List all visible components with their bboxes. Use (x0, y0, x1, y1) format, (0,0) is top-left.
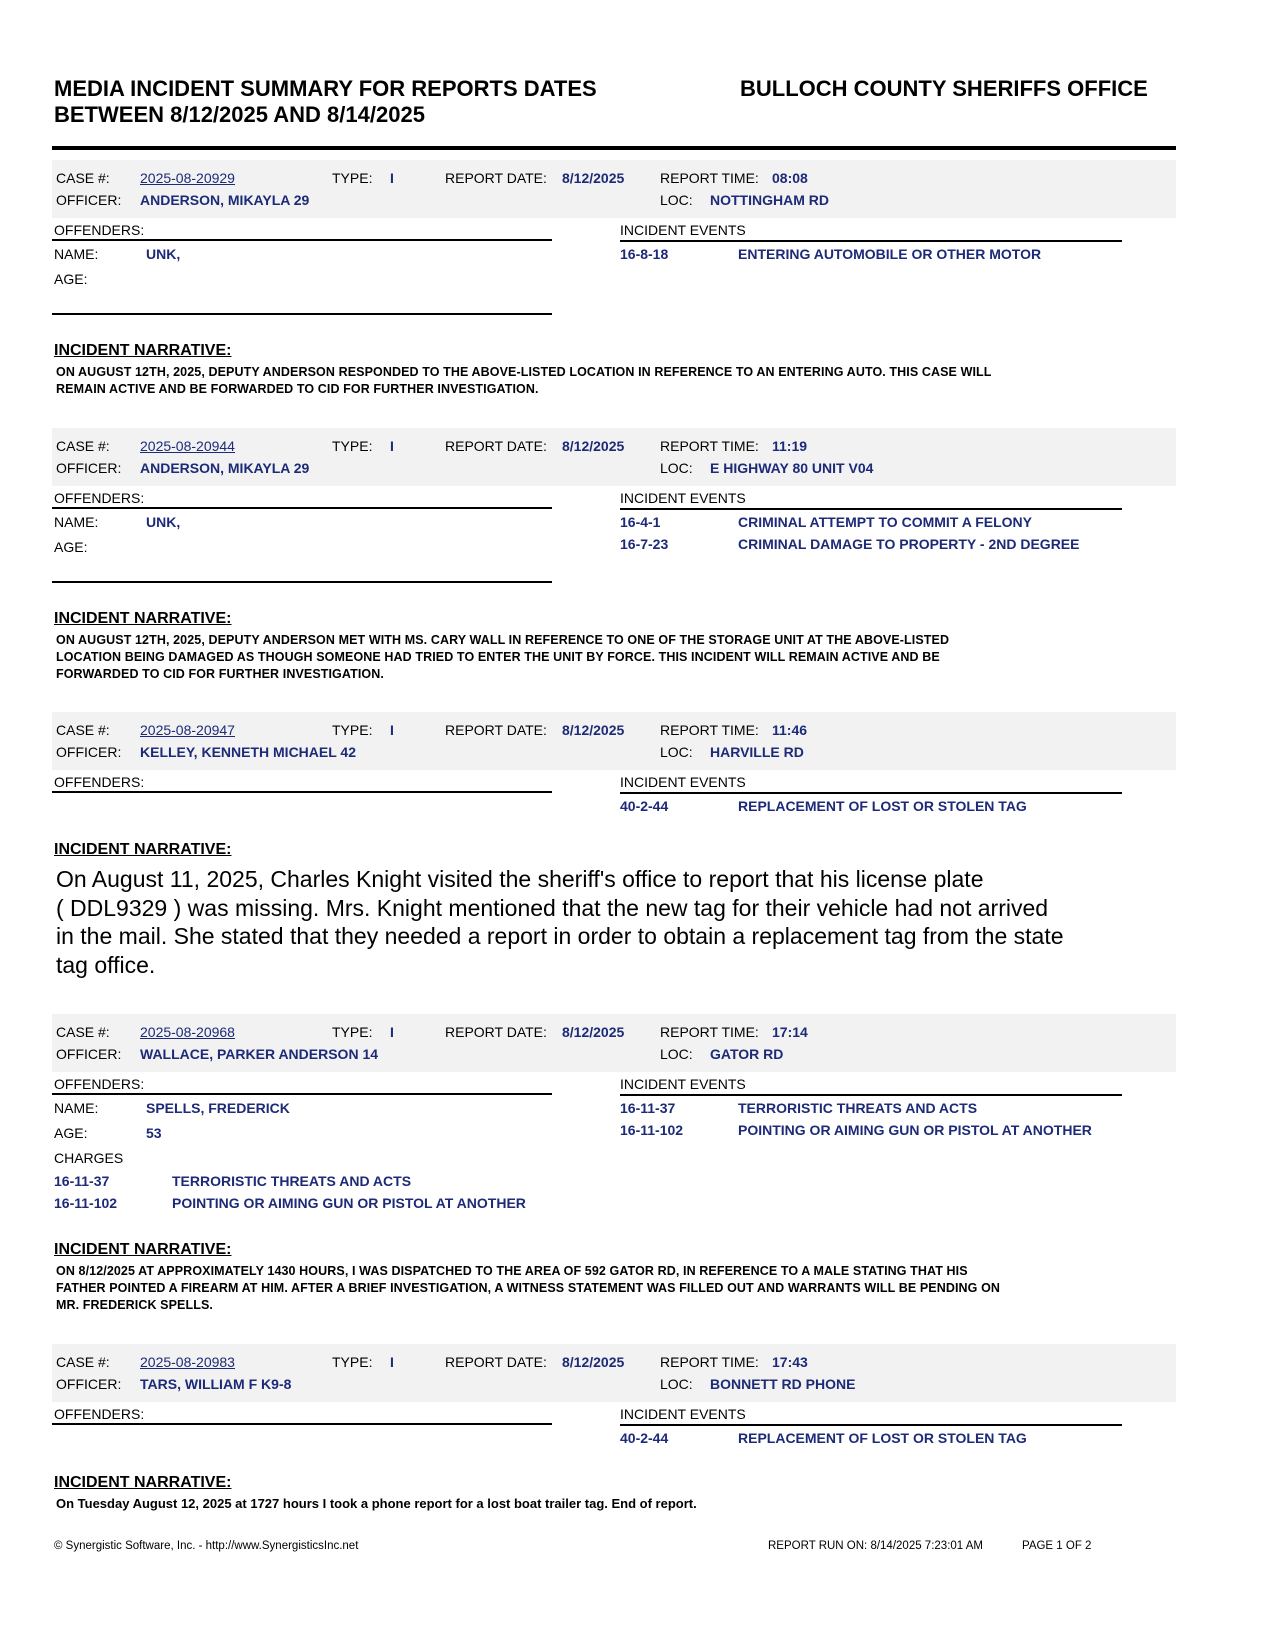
name-label: NAME: (54, 246, 99, 262)
event-desc: CRIMINAL DAMAGE TO PROPERTY - 2ND DEGREE (738, 536, 1080, 552)
loc-value: E HIGHWAY 80 UNIT V04 (710, 460, 874, 476)
report-date-label: REPORT DATE: (445, 722, 547, 738)
narrative-text (56, 1263, 1141, 1314)
offenders-label: OFFENDERS: (54, 222, 145, 238)
case-header-band (52, 160, 1176, 218)
narrative-line: MR. FREDERICK SPELLS. (56, 1298, 213, 1312)
offender-name: UNK, (146, 246, 181, 262)
age-label: AGE: (54, 271, 88, 287)
case-number-link[interactable]: 2025-08-20929 (140, 170, 235, 186)
event-code: 16-7-23 (620, 536, 669, 552)
report-time-value: 08:08 (772, 170, 808, 186)
offenders-rule (52, 507, 552, 509)
officer-value: TARS, WILLIAM F K9-8 (140, 1376, 292, 1392)
narrative-line: On August 11, 2025, Charles Knight visited the sheriff's office to report that his license plate (56, 866, 984, 892)
report-date-label: REPORT DATE: (445, 438, 547, 454)
event-code: 16-4-1 (620, 514, 661, 530)
event-desc: CRIMINAL ATTEMPT TO COMMIT A FELONY (738, 514, 1032, 530)
officer-value: ANDERSON, MIKAYLA 29 (140, 192, 310, 208)
type-value: I (390, 438, 394, 454)
narrative-heading: INCIDENT NARRATIVE: (54, 1474, 232, 1491)
case-header-band (52, 712, 1176, 770)
events-rule (620, 1424, 1122, 1426)
event-desc: POINTING OR AIMING GUN OR PISTOL AT ANOTHER (738, 1122, 1092, 1138)
type-value: I (390, 170, 394, 186)
event-desc: ENTERING AUTOMOBILE OR OTHER MOTOR (738, 246, 1042, 262)
report-time-label: REPORT TIME: (660, 722, 759, 738)
events-rule (620, 240, 1122, 242)
event-desc: TERRORISTIC THREATS AND ACTS (738, 1100, 978, 1116)
loc-value: GATOR RD (710, 1046, 784, 1062)
narrative-line: FORWARDED TO CID FOR FURTHER INVESTIGATION. (56, 667, 384, 681)
case-label: CASE #: (56, 722, 110, 738)
offender-name: SPELLS, FREDERICK (146, 1100, 290, 1116)
report-date-value: 8/12/2025 (562, 1354, 625, 1370)
report-time-value: 11:19 (772, 438, 808, 454)
narrative-line: ( DDL9329 ) was missing. Mrs. Knight mentioned that the new tag for their vehicle had not arrived (56, 894, 1049, 921)
incident-events-label: INCIDENT EVENTS (620, 222, 746, 238)
narrative-line: ON 8/12/2025 AT APPROXIMATELY 1430 HOURS, I WAS DISPATCHED TO THE AREA OF 592 GATOR RD, IN REFERENCE TO A MALE STATING THAT HIS (56, 1264, 968, 1278)
type-label: TYPE: (332, 722, 373, 738)
narrative-text (56, 632, 1176, 683)
footer-run-on: REPORT RUN ON: 8/14/2025 7:23:01 AM (768, 1540, 983, 1552)
case-header-band (52, 1014, 1176, 1072)
officer-label: OFFICER: (56, 1046, 122, 1062)
officer-value: WALLACE, PARKER ANDERSON 14 (140, 1046, 379, 1062)
footer-copyright: © Synergistic Software, Inc. - http://www.SynergisticsInc.net (54, 1540, 359, 1552)
type-label: TYPE: (332, 438, 373, 454)
case-number-link[interactable]: 2025-08-20983 (140, 1354, 235, 1370)
loc-label: LOC: (660, 1046, 693, 1062)
events-rule (620, 792, 1122, 794)
charge-code: 16-11-102 (54, 1195, 118, 1211)
report-date-label: REPORT DATE: (445, 1354, 547, 1370)
loc-value: BONNETT RD PHONE (710, 1376, 856, 1392)
case-label: CASE #: (56, 1024, 110, 1040)
charge-desc: POINTING OR AIMING GUN OR PISTOL AT ANOTHER (172, 1195, 526, 1211)
type-value: I (390, 1354, 394, 1370)
offenders-rule (52, 1093, 552, 1095)
offenders-label: OFFENDERS: (54, 774, 145, 790)
report-date-value: 8/12/2025 (562, 438, 625, 454)
narrative-text (56, 364, 1176, 398)
event-desc: REPLACEMENT OF LOST OR STOLEN TAG (738, 798, 1027, 814)
loc-label: LOC: (660, 1376, 693, 1392)
offender-end-rule (52, 581, 552, 583)
case-number-link[interactable]: 2025-08-20944 (140, 438, 235, 454)
case-label: CASE #: (56, 1354, 110, 1370)
report-time-value: 17:43 (772, 1354, 808, 1370)
offenders-label: OFFENDERS: (54, 1406, 145, 1422)
narrative-line: ON AUGUST 12TH, 2025, DEPUTY ANDERSON MET WITH MS. CARY WALL IN REFERENCE TO ONE OF THE STORAGE UNIT AT THE ABOVE-LISTED (56, 633, 950, 647)
report-date-value: 8/12/2025 (562, 1024, 625, 1040)
event-code: 16-11-102 (620, 1122, 684, 1138)
incident-events-label: INCIDENT EVENTS (620, 774, 746, 790)
officer-label: OFFICER: (56, 460, 122, 476)
charges-label: CHARGES (54, 1150, 124, 1166)
report-date-value: 8/12/2025 (562, 722, 625, 738)
officer-value: ANDERSON, MIKAYLA 29 (140, 460, 310, 476)
type-value: I (390, 1024, 394, 1040)
age-label: AGE: (54, 539, 88, 555)
report-time-label: REPORT TIME: (660, 1024, 759, 1040)
loc-label: LOC: (660, 460, 693, 476)
footer-page-number: PAGE 1 OF 2 (1022, 1540, 1092, 1552)
narrative-line: LOCATION BEING DAMAGED AS THOUGH SOMEONE HAD TRIED TO ENTER THE UNIT BY FORCE. THIS INCIDENT WILL REMAIN ACTIVE AND BE (56, 650, 940, 664)
offender-age: 53 (146, 1125, 162, 1141)
event-desc: REPLACEMENT OF LOST OR STOLEN TAG (738, 1430, 1027, 1446)
events-rule (620, 1094, 1122, 1096)
narrative-line: On Tuesday August 12, 2025 at 1727 hours I took a phone report for a lost boat trailer tag. End of report. (56, 1496, 697, 1511)
charge-code: 16-11-37 (54, 1173, 110, 1189)
incident-events-label: INCIDENT EVENTS (620, 1076, 746, 1092)
narrative-line: FATHER POINTED A FIREARM AT HIM. AFTER A BRIEF INVESTIGATION, A WITNESS STATEMENT WAS FILLED OUT AND WARRANTS WILL BE PENDING ON (56, 1281, 1001, 1295)
narrative-line: tag office. (56, 951, 156, 978)
events-rule (620, 508, 1122, 510)
officer-label: OFFICER: (56, 1376, 122, 1392)
offenders-rule (52, 1423, 552, 1425)
name-label: NAME: (54, 1100, 99, 1116)
offenders-label: OFFENDERS: (54, 1076, 145, 1092)
event-code: 40-2-44 (620, 798, 669, 814)
incident-events-label: INCIDENT EVENTS (620, 1406, 746, 1422)
report-time-value: 17:14 (772, 1024, 808, 1040)
offenders-rule (52, 791, 552, 793)
event-code: 16-11-37 (620, 1100, 676, 1116)
report-date-value: 8/12/2025 (562, 170, 625, 186)
narrative-line: REMAIN ACTIVE AND BE FORWARDED TO CID FOR FURTHER INVESTIGATION. (56, 382, 539, 396)
narrative-heading: INCIDENT NARRATIVE: (54, 1241, 232, 1258)
narrative-heading: INCIDENT NARRATIVE: (54, 342, 232, 359)
report-time-label: REPORT TIME: (660, 170, 759, 186)
type-label: TYPE: (332, 170, 373, 186)
narrative-line: in the mail. She stated that they needed a report in order to obtain a replacement tag from the state (56, 923, 1064, 949)
report-title-line2: BETWEEN 8/12/2025 AND 8/14/2025 (54, 102, 425, 127)
header-divider (52, 146, 1176, 150)
type-label: TYPE: (332, 1024, 373, 1040)
report-time-label: REPORT TIME: (660, 438, 759, 454)
agency-name: BULLOCH COUNTY SHERIFFS OFFICE (740, 76, 1148, 101)
report-date-label: REPORT DATE: (445, 170, 547, 186)
case-label: CASE #: (56, 438, 110, 454)
charge-desc: TERRORISTIC THREATS AND ACTS (172, 1173, 412, 1189)
type-label: TYPE: (332, 1354, 373, 1370)
narrative-text (56, 865, 1206, 979)
offenders-label: OFFENDERS: (54, 490, 145, 506)
report-time-value: 11:46 (772, 722, 808, 738)
narrative-line: ON AUGUST 12TH, 2025, DEPUTY ANDERSON RESPONDED TO THE ABOVE-LISTED LOCATION IN REFERENCE TO AN ENTERING AUTO. THIS CASE WILL (56, 365, 992, 379)
offender-end-rule (52, 313, 552, 315)
officer-label: OFFICER: (56, 744, 122, 760)
report-date-label: REPORT DATE: (445, 1024, 547, 1040)
case-header-band (52, 1344, 1176, 1402)
offender-name: UNK, (146, 514, 181, 530)
case-number-link[interactable]: 2025-08-20947 (140, 722, 235, 738)
loc-label: LOC: (660, 192, 693, 208)
report-time-label: REPORT TIME: (660, 1354, 759, 1370)
officer-value: KELLEY, KENNETH MICHAEL 42 (140, 744, 356, 760)
narrative-heading: INCIDENT NARRATIVE: (54, 610, 232, 627)
event-code: 16-8-18 (620, 246, 669, 262)
case-number-link[interactable]: 2025-08-20968 (140, 1024, 235, 1040)
case-label: CASE #: (56, 170, 110, 186)
age-label: AGE: (54, 1125, 88, 1141)
offenders-rule (52, 239, 552, 241)
report-title (54, 76, 597, 128)
loc-label: LOC: (660, 744, 693, 760)
officer-label: OFFICER: (56, 192, 122, 208)
loc-value: NOTTINGHAM RD (710, 192, 829, 208)
event-code: 40-2-44 (620, 1430, 669, 1446)
narrative-heading: INCIDENT NARRATIVE: (54, 841, 232, 858)
name-label: NAME: (54, 514, 99, 530)
report-title-line1: MEDIA INCIDENT SUMMARY FOR REPORTS DATES (54, 76, 597, 101)
incident-events-label: INCIDENT EVENTS (620, 490, 746, 506)
type-value: I (390, 722, 394, 738)
loc-value: HARVILLE RD (710, 744, 804, 760)
case-header-band (52, 428, 1176, 486)
narrative-text (56, 1496, 697, 1511)
